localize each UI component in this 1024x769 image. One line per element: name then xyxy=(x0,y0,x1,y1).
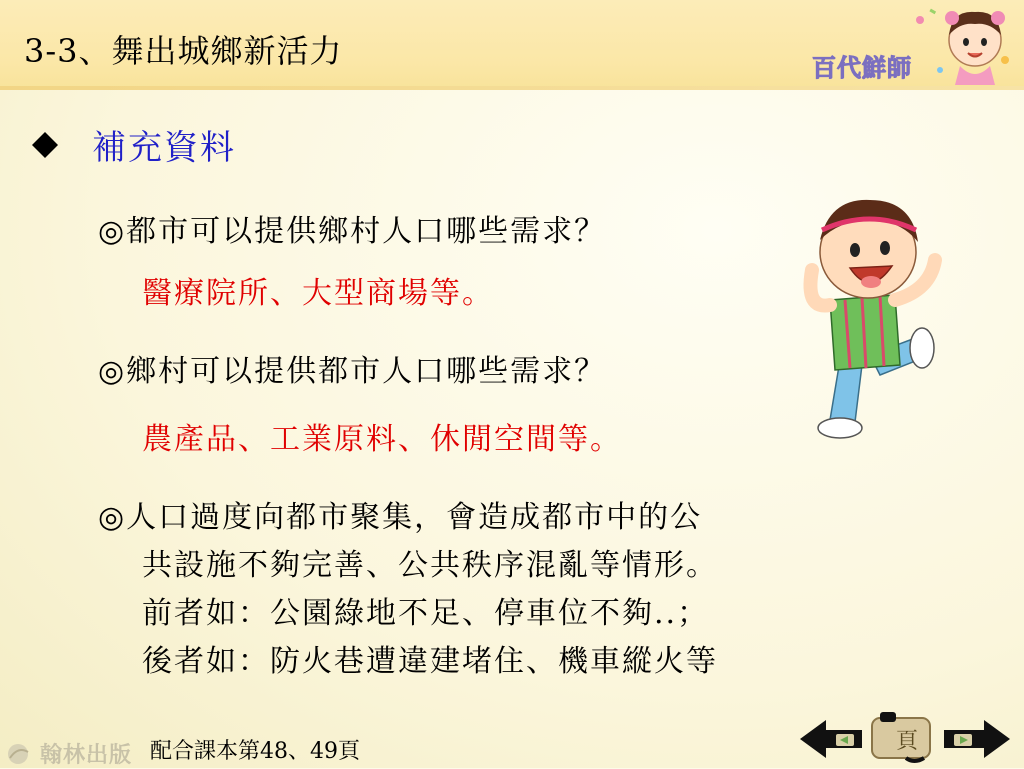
question-2: ◎鄉村可以提供都市人口哪些需求？ xyxy=(98,354,607,389)
publisher-name: 翰林出版 xyxy=(40,743,133,768)
question-1: ◎都市可以提供鄉村人口哪些需求？ xyxy=(98,214,607,249)
next-page-button[interactable] xyxy=(940,716,1014,766)
explanation-paragraph xyxy=(98,494,718,686)
brand-logo xyxy=(800,0,1024,90)
logo-text: 百代鮮師 xyxy=(812,54,912,82)
paragraph-line: 前者如：公園綠地不足、停車位不夠..； xyxy=(142,596,710,631)
answer-2: 農產品、工業原料、休閒空間等。 xyxy=(142,422,622,457)
section-title: 補充資料 xyxy=(92,128,236,168)
page-index-button[interactable] xyxy=(866,712,936,768)
paragraph-line: 後者如：防火巷遭違建堵住、機車縱火等 xyxy=(142,644,718,679)
publisher-emblem-icon xyxy=(6,742,36,766)
slide-title: 3-3、舞出城鄉新活力 xyxy=(24,32,343,70)
paragraph-line: ◎人口過度向都市聚集，會造成都市中的公 xyxy=(98,500,703,535)
diamond-bullet-icon xyxy=(32,132,58,158)
publisher-logo xyxy=(6,738,132,769)
answer-1: 醫療院所、大型商場等。 xyxy=(142,276,494,311)
section-heading xyxy=(32,120,236,169)
page-button-label: 頁 xyxy=(896,729,919,754)
boy-illustration xyxy=(800,190,950,450)
paragraph-line: 共設施不夠完善、公共秩序混亂等情形。 xyxy=(142,548,718,583)
previous-page-button[interactable] xyxy=(796,716,866,766)
textbook-reference: 配合課本第48、49頁 xyxy=(150,739,360,764)
